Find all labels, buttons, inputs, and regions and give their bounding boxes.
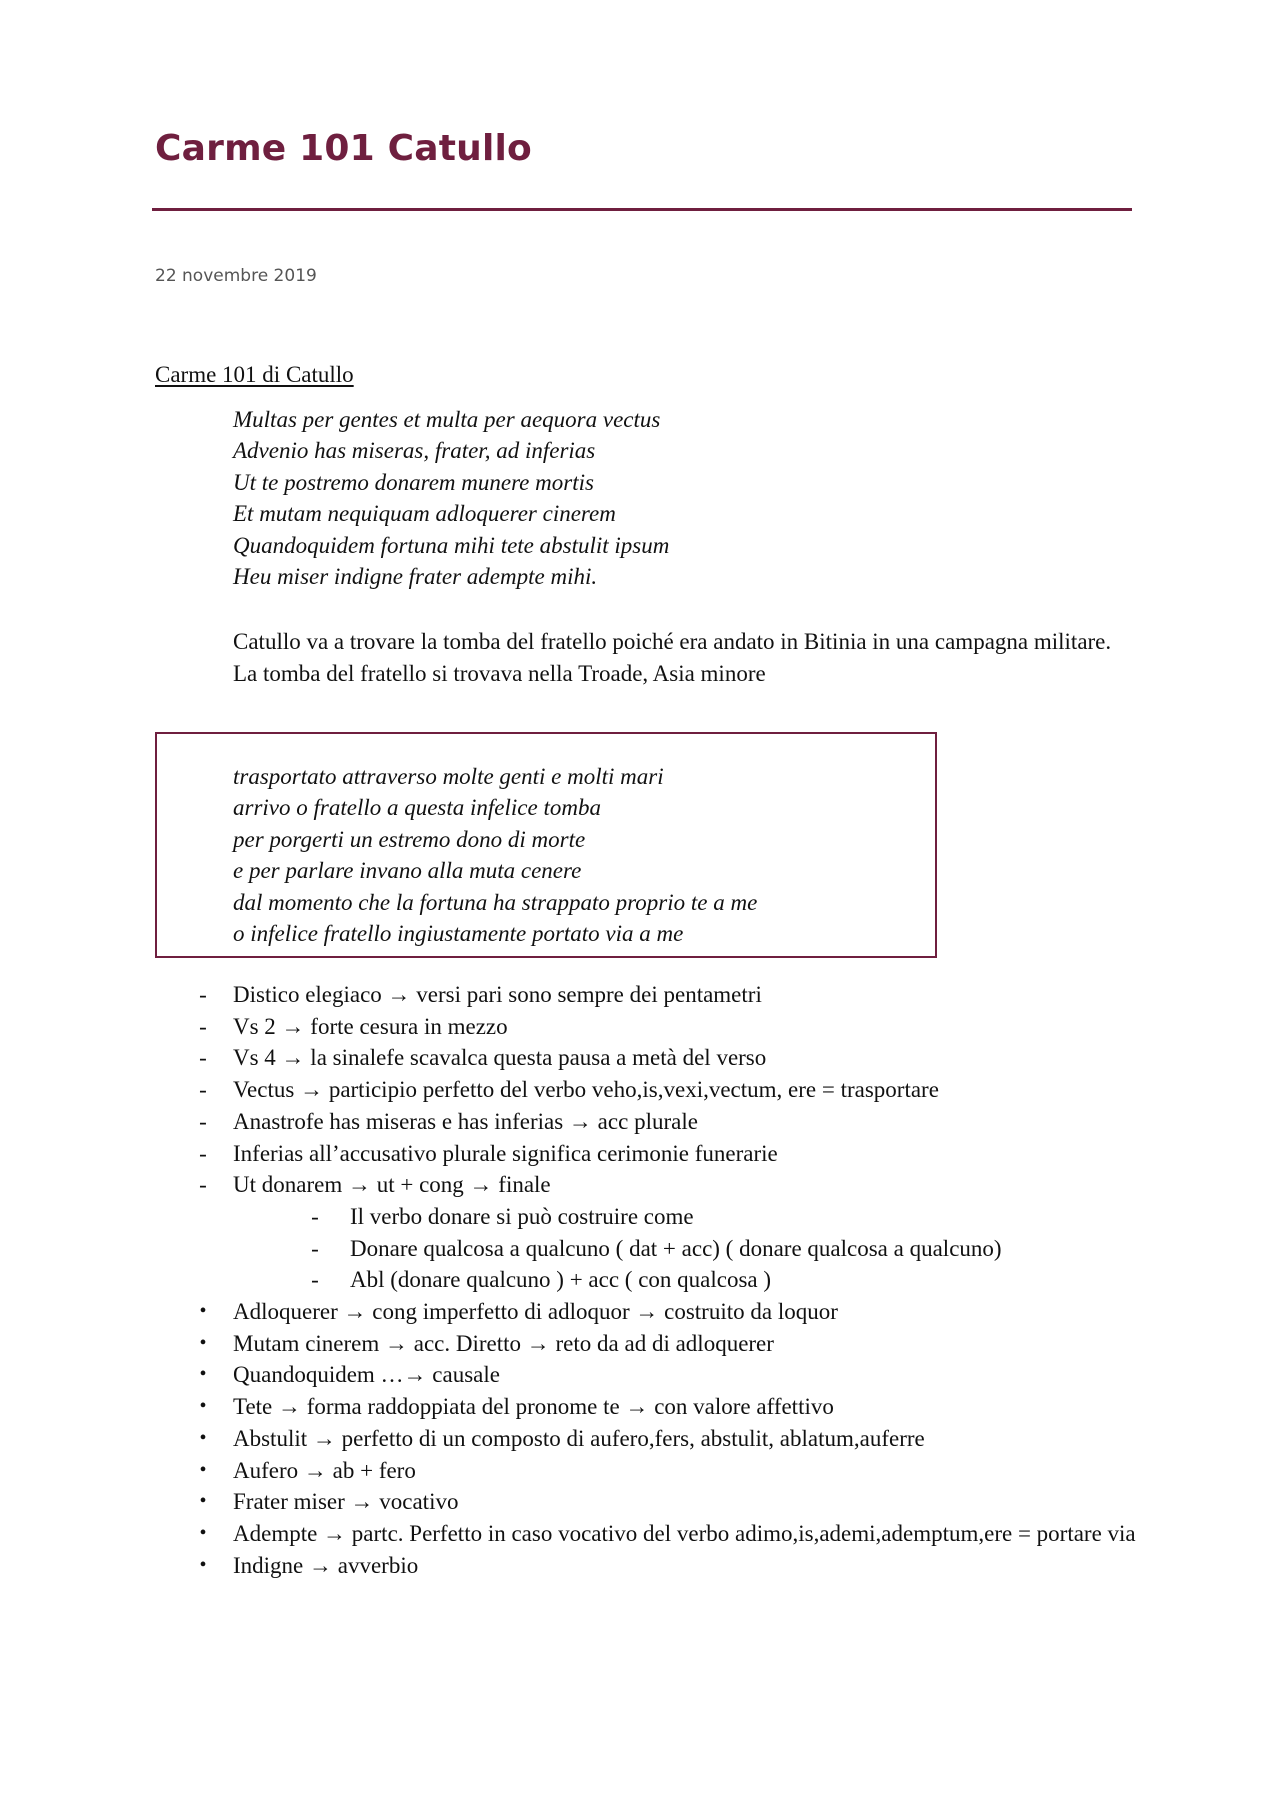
list-item-text: Frater miser → vocativo xyxy=(233,1489,459,1515)
list-item xyxy=(0,1328,1280,1360)
list-item xyxy=(0,1518,1280,1550)
latin-line: Et mutam nequiquam adloquerer cinerem xyxy=(233,501,616,527)
dash-marker: - xyxy=(199,982,207,1007)
dash-marker: - xyxy=(199,1045,207,1071)
list-item xyxy=(0,1423,1280,1455)
latin-line: Ut te postremo donarem munere mortis xyxy=(233,469,594,495)
notes-list xyxy=(0,979,1280,1581)
bullet-icon: • xyxy=(199,1331,207,1354)
translation-line: arrivo o fratello a questa infelice tomba xyxy=(233,795,601,821)
bullet-icon: • xyxy=(199,1300,207,1323)
latin-line: Heu miser indigne frater adempte mihi. xyxy=(233,564,598,590)
list-item xyxy=(0,1042,1280,1074)
translation-line: e per parlare invano alla muta cenere xyxy=(233,858,582,884)
translation-text xyxy=(233,761,757,949)
list-item-text: Anastrofe has miseras e has inferias → acc plurale xyxy=(233,1108,698,1134)
list-item-text: Vectus → participio perfetto del verbo veho,is,vexi,vectum, ere = trasportare xyxy=(233,1077,939,1103)
list-item xyxy=(0,1138,1280,1170)
bullet-icon: • xyxy=(199,1458,207,1481)
bullet-icon: • xyxy=(199,1490,207,1513)
list-item-text: Vs 4 → la sinalefe scavalca questa pausa a metà del verso xyxy=(233,1045,767,1071)
translation-box xyxy=(155,732,937,958)
list-item-text: Ut donarem → ut + cong → finale xyxy=(233,1172,551,1198)
document-date: 22 novembre 2019 xyxy=(155,266,317,286)
latin-line: Multas per gentes et multa per aequora vectus xyxy=(233,407,661,432)
latin-poem xyxy=(233,404,669,592)
list-item xyxy=(0,1074,1280,1106)
title-divider xyxy=(152,208,1132,211)
list-item-text: Quandoquidem …→ causale xyxy=(233,1362,500,1388)
dash-marker: - xyxy=(199,1013,207,1039)
list-item xyxy=(0,1106,1280,1138)
list-item-text: Abl (donare qualcuno ) + acc ( con qualcosa ) xyxy=(350,1267,772,1293)
bullet-icon: • xyxy=(199,1395,207,1418)
list-item xyxy=(0,1391,1280,1423)
latin-line: Advenio has miseras, frater, ad inferias xyxy=(233,438,596,464)
list-item-text: Tete → forma raddoppiata del pronome te → con valore affettivo xyxy=(233,1394,834,1420)
bullet-icon: • xyxy=(199,1426,207,1449)
page-title: Carme 101 Catullo xyxy=(155,128,532,169)
list-item xyxy=(0,1011,1280,1043)
latin-line: Quandoquidem fortuna mihi tete abstulit ipsum xyxy=(233,532,670,558)
translation-line: trasportato attraverso molte genti e molti mari xyxy=(233,764,664,789)
sub-list-item xyxy=(0,1201,1280,1233)
bullet-icon: • xyxy=(199,1521,207,1544)
dash-marker: - xyxy=(311,1267,319,1293)
translation-line: o infelice fratello ingiustamente portato via a me xyxy=(233,921,684,947)
dash-marker: - xyxy=(199,1140,207,1166)
bullet-icon: • xyxy=(199,1363,207,1386)
list-item-text: Aufero → ab + fero xyxy=(233,1457,416,1483)
dash-marker: - xyxy=(311,1203,319,1229)
list-item-text: Abstulit → perfetto di un composto di aufero,fers, abstulit, ablatum,auferre xyxy=(233,1425,925,1451)
translation-line: dal momento che la fortuna ha strappato proprio te a me xyxy=(233,889,758,915)
bullet-icon: • xyxy=(199,1553,207,1576)
list-item-text: Indigne → avverbio xyxy=(233,1552,419,1578)
poem-heading: Carme 101 di Catullo xyxy=(155,362,354,387)
list-item-text: Inferias all’accusativo plurale significa cerimonie funerarie xyxy=(233,1140,778,1166)
dash-marker: - xyxy=(199,1077,207,1103)
list-item-text: Adloquerer → cong imperfetto di adloquor → costruito da loquor xyxy=(233,1299,838,1325)
list-item-text: Donare qualcosa a qualcuno ( dat + acc) ( donare qualcosa a qualcuno) xyxy=(350,1235,1002,1261)
list-item-text: Adempte → partc. Perfetto in caso vocativo del verbo adimo,is,ademi,ademptum,ere = portare via xyxy=(233,1520,1136,1546)
list-item-text: Il verbo donare si può costruire come xyxy=(350,1203,694,1229)
dash-marker: - xyxy=(311,1235,319,1261)
list-item-text: Vs 2 → forte cesura in mezzo xyxy=(233,1013,508,1039)
translation-line: per porgerti un estremo dono di morte xyxy=(233,826,586,852)
list-item-text: Mutam cinerem → acc. Diretto → reto da ad di adloquerer xyxy=(233,1330,774,1356)
sub-list-item xyxy=(0,1264,1280,1296)
list-item xyxy=(0,1296,1280,1328)
context-paragraph: Catullo va a trovare la tomba del fratello poiché era andato in Bitinia in una campagna militare. La tomba del fratello si trovava nella Troade, Asia minore xyxy=(233,629,1112,686)
dash-marker: - xyxy=(199,1108,207,1134)
sub-list-item xyxy=(0,1233,1280,1265)
list-item xyxy=(0,1359,1280,1391)
list-item-text: Distico elegiaco → versi pari sono sempre dei pentametri xyxy=(233,982,762,1007)
list-item xyxy=(0,1486,1280,1518)
list-item xyxy=(0,1550,1280,1582)
list-item xyxy=(0,1169,1280,1201)
list-item xyxy=(0,1455,1280,1487)
dash-marker: - xyxy=(199,1172,207,1198)
list-item xyxy=(0,979,1280,1011)
